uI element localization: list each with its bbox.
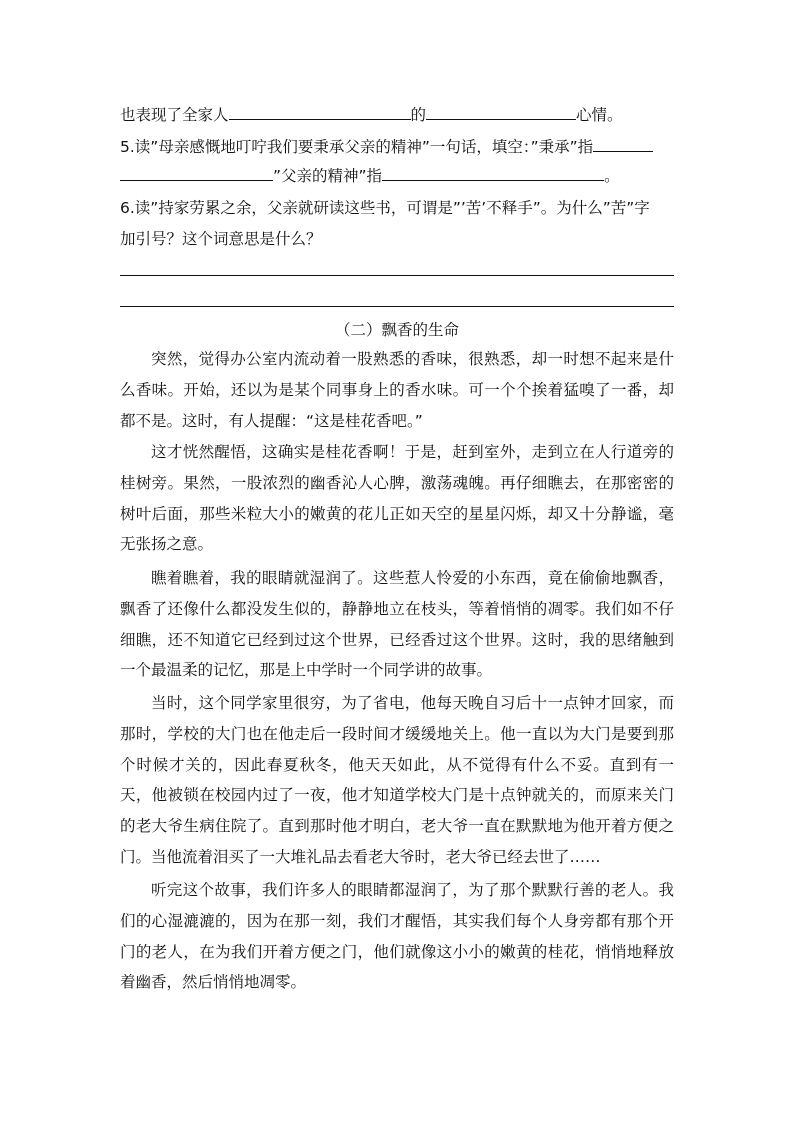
passage-paragraph-1: 突然，觉得办公室内流动着一股熟悉的香味，很熟悉，却一时想不起来是什么香味。开始，还以为是某个同事身上的香水味。可一个个挨着猛嗅了一番，却都不是。这时，有人提醒：“这是桂花香吧。”: [120, 350, 674, 430]
passage-paragraph-2: 这才恍然醒悟，这确实是桂花香啊！于是，赶到室外，走到立在人行道旁的桂树旁。果然，一股浓烈的幽香沁人心脾，激荡魂魄。再仔细瞧去，在那密密的树叶后面，那些米粒大小的嫩黄的花儿正如天空的星星闪烁，却又十分静谧，毫无张扬之意。: [120, 443, 674, 554]
question-6-line-2: 加引号？这个词意思是什么？: [120, 230, 322, 248]
q6-answer-line-2[interactable]: [120, 306, 674, 307]
q5-mid-text: ”父亲的精神”指: [273, 167, 383, 185]
q5-blank-1-cont[interactable]: [120, 165, 273, 181]
q5-end-text: 。: [604, 167, 620, 185]
question-4-tail: [120, 104, 623, 125]
question-5-line-1: [120, 136, 653, 157]
q4-mid-text: 的: [410, 106, 427, 124]
q4-blank-2[interactable]: [426, 104, 576, 120]
q6-answer-line-1[interactable]: [120, 275, 674, 276]
q4-blank-1[interactable]: [229, 104, 411, 120]
q5-blank-2[interactable]: [382, 165, 604, 181]
q5-blank-1[interactable]: [593, 136, 653, 152]
passage-paragraph-5: 听完这个故事，我们许多人的眼睛都湿润了，为了那个默默行善的老人。我们的心湿漉漉的，因为在那一刻，我们才醒悟，其实我们每个人身旁都有那个开门的老人，在为我们开着方便之门，他们就像这小小的嫩黄的桂花，悄悄地释放着幽香，然后悄悄地凋零。: [120, 881, 674, 992]
question-6-line-1: 6.读”持家劳累之余，父亲就研读这些书，可谓是”’苦’不释手”。为什么”苦”字: [120, 199, 650, 217]
q4-prefix-text: 也表现了全家人: [120, 106, 229, 124]
question-5-line-2: [120, 165, 620, 186]
passage-paragraph-4: 当时，这个同学家里很穷，为了省电，他每天晚自习后十一点钟才回家，而那时，学校的大门也在他走后一段时间才缓缓地关上。他一直以为大门是要到那个时候才关的，因此春夏秋冬，他天天如此，从不觉得有什么不妥。直到有一天，他被锁在校园内过了一夜，他才知道学校大门是十点钟就关的，而原来关门的老大爷生病住院了。直到那时他才明白，老大爷一直在默默地为他开着方便之门。当他流着泪买了一大堆礼品去看老大爷时，老大爷已经去世了……: [120, 694, 674, 866]
q5-text: 5.读”母亲感慨地叮咛我们要秉承父亲的精神”一句话，填空：”秉承”指: [120, 138, 594, 156]
passage-paragraph-3: 瞧着瞧着，我的眼睛就湿润了。这些惹人怜爱的小东西，竟在偷偷地飘香，飘香了还像什么都没发生似的，静静地立在枝头，等着悄悄的凋零。我们如不仔细瞧，还不知道它已经到过这个世界，已经香过这个世界。这时，我的思绪触到一个最温柔的记忆，那是上中学时一个同学讲的故事。: [120, 569, 674, 680]
q4-suffix-text: 心情。: [576, 106, 623, 124]
passage-title: （二）飘香的生命: [334, 321, 459, 339]
